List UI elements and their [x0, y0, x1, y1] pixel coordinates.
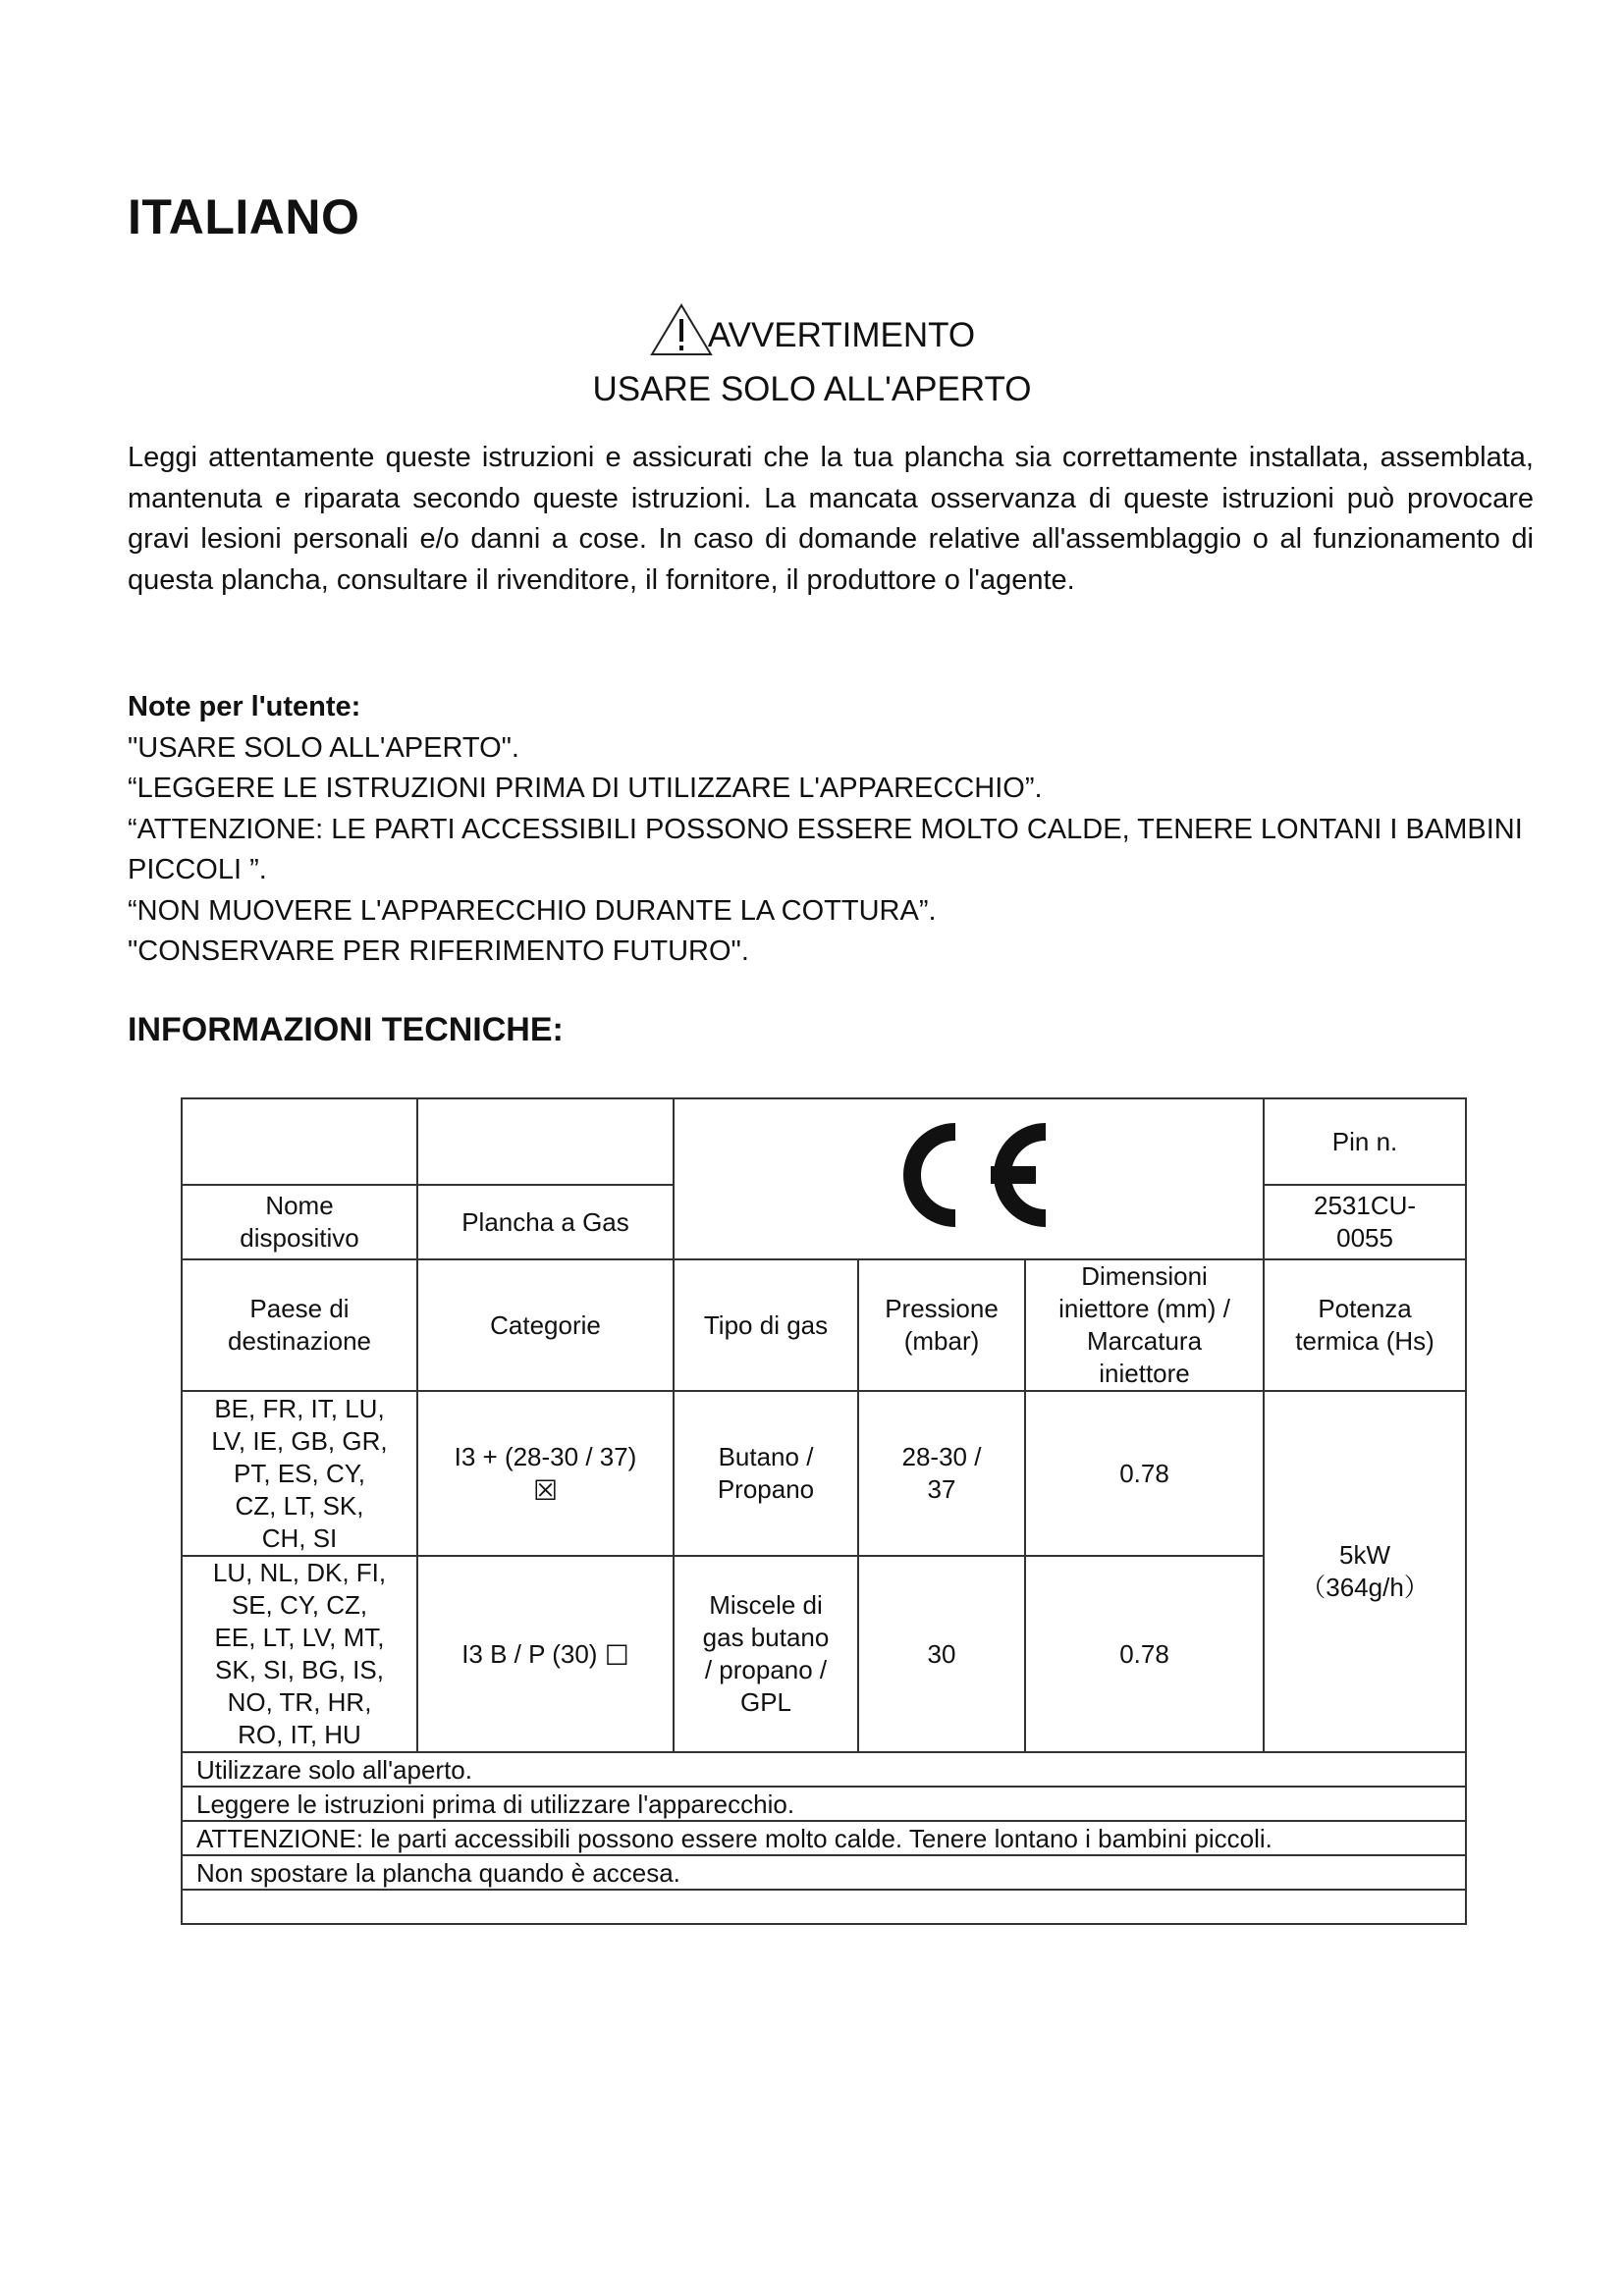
header-country: Paese di destinazione	[182, 1259, 417, 1391]
warning-heading	[649, 302, 975, 357]
header-pressure: Pressione (mbar)	[858, 1259, 1025, 1391]
row-category: I3 B / P (30) ☐	[417, 1556, 674, 1752]
row-injector: 0.78	[1025, 1556, 1264, 1752]
header-gas-type: Tipo di gas	[674, 1259, 858, 1391]
header-power: Potenza termica (Hs)	[1264, 1259, 1466, 1391]
notes-line: “LEGGERE LE ISTRUZIONI PRIMA DI UTILIZZARE L'APPARECCHIO”.	[128, 773, 1043, 804]
user-notes	[128, 687, 1534, 973]
device-name-value: Plancha a Gas	[417, 1185, 674, 1259]
warning-triangle-icon	[649, 302, 714, 357]
empty-cell	[417, 1098, 674, 1185]
warning-block	[0, 302, 1624, 411]
row-pressure: 30	[858, 1556, 1025, 1752]
page-title: ITALIANO	[128, 189, 360, 244]
row-gas: Butano / Propano	[674, 1391, 858, 1556]
power-value: 5kW （364g/h）	[1264, 1391, 1466, 1752]
row-countries: LU, NL, DK, FI, SE, CY, CZ, EE, LT, LV, MT, SK, SI, BG, IS, NO, TR, HR, RO, IT, HU	[182, 1556, 417, 1752]
footer-note: Utilizzare solo all'aperto.	[182, 1752, 1466, 1787]
pin-label: Pin n.	[1264, 1098, 1466, 1185]
ce-mark-logo	[881, 1112, 1057, 1238]
notes-line: "CONSERVARE PER RIFERIMENTO FUTURO".	[128, 935, 749, 967]
row-gas: Miscele di gas butano / propano / GPL	[674, 1556, 858, 1752]
footer-note: ATTENZIONE: le parti accessibili possono essere molto calde. Tenere lontano i bambini piccoli.	[182, 1821, 1466, 1855]
unchecked-checkbox-icon: ☐	[604, 1639, 629, 1671]
notes-heading: Note per l'utente:	[128, 691, 361, 722]
intro-paragraph: Leggi attentamente queste istruzioni e assicurati che la tua plancha sia correttamente installata, assemblata, mantenuta e riparata secondo queste istruzioni. La mancata osservanza di queste istruzioni può provocare gravi lesioni personali e/o danni a cose. In caso di domande relative all'assemblaggio o al funzionamento di questa plancha, consultare il rivenditore, il fornitore, il produttore o l'agente.	[128, 442, 1534, 596]
footer-note: Non spostare la plancha quando è accesa.	[182, 1855, 1466, 1890]
row-injector: 0.78	[1025, 1391, 1264, 1556]
notes-line: “ATTENZIONE: LE PARTI ACCESSIBILI POSSONO ESSERE MOLTO CALDE, TENERE LONTANI I BAMBINI PICCOLI ”.	[128, 813, 1531, 885]
technical-info-heading: INFORMAZIONI TECNICHE:	[128, 1011, 564, 1048]
notes-line: “NON MUOVERE L'APPARECCHIO DURANTE LA COTTURA”.	[128, 894, 937, 927]
row-countries: BE, FR, IT, LU, LV, IE, GB, GR, PT, ES, CY, CZ, LT, SK, CH, SI	[182, 1391, 417, 1556]
technical-info-table	[181, 1097, 1467, 1925]
notes-line: "USARE SOLO ALL'APERTO".	[128, 731, 519, 764]
device-name-label: Nome dispositivo	[182, 1185, 417, 1259]
pin-value: 2531CU- 0055	[1264, 1185, 1466, 1259]
row-category: I3 + (28-30 / 37) ☒	[417, 1391, 674, 1556]
row-pressure: 28-30 / 37	[858, 1391, 1025, 1556]
footer-note: Leggere le istruzioni prima di utilizzare l'apparecchio.	[182, 1787, 1466, 1821]
empty-cell	[182, 1098, 417, 1185]
header-category: Categorie	[417, 1259, 674, 1391]
warning-subtitle: USARE SOLO ALL'APERTO	[592, 370, 1032, 408]
ce-mark-cell	[674, 1098, 1264, 1259]
footer-note-empty	[182, 1890, 1466, 1924]
header-injector: Dimensioni iniettore (mm) / Marcatura iniettore	[1025, 1259, 1264, 1391]
warning-title: AVVERTIMENTO	[707, 316, 976, 354]
checked-checkbox-icon: ☒	[532, 1475, 559, 1507]
